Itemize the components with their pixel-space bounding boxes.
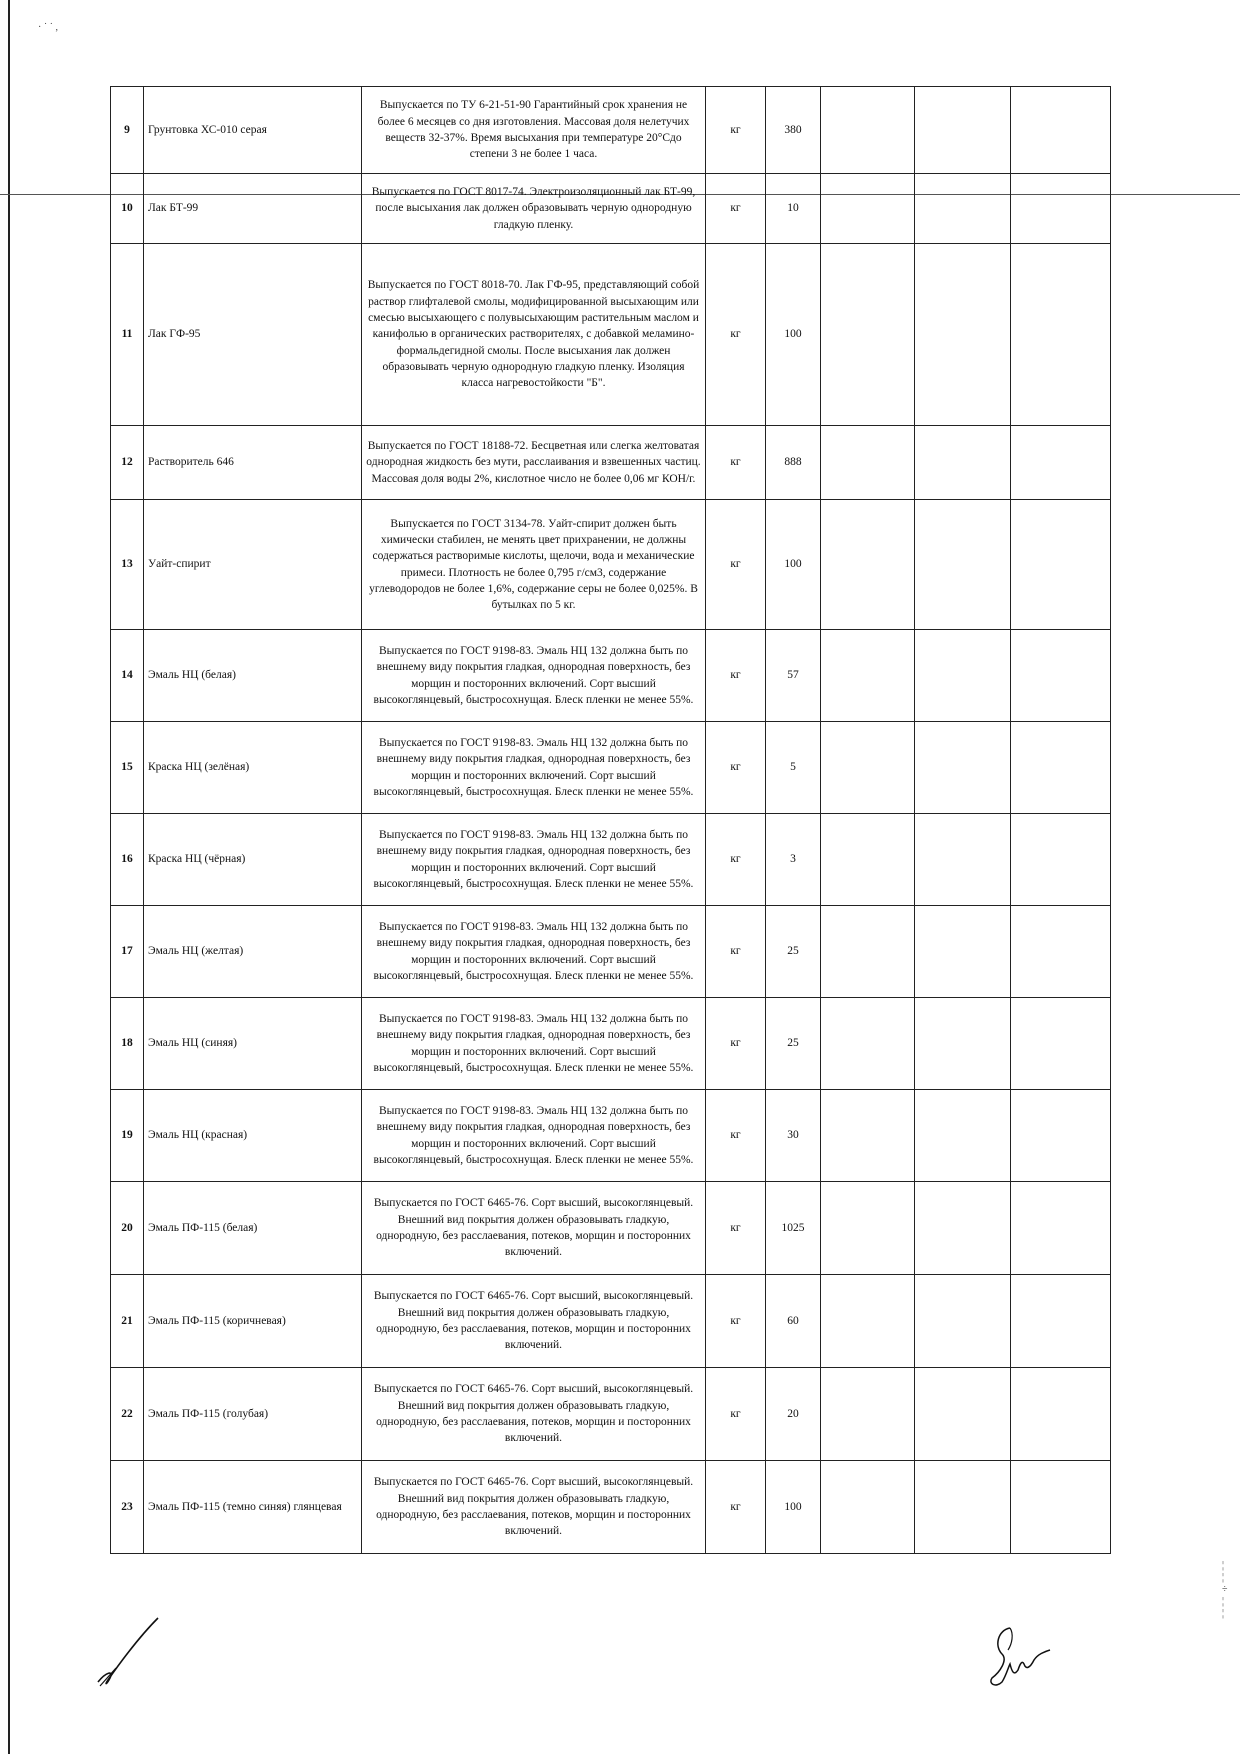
item-description: Выпускается по ГОСТ 3134-78. Уайт-спирит должен быть химически стабилен, не менять цвет прихранении, не должны содержаться растворимые кислоты, щелочи, вода и механические примеси. Плотность не более 0,795 г/см3, содержание углеводородов не более 1,6%, содержание серы не более 0,025%. В бутылках по 5 кг. [362, 500, 706, 630]
item-quantity: 10 [766, 174, 821, 244]
item-description: Выпускается по ГОСТ 8018-70. Лак ГФ-95, представляющий собой раствор глифталевой смолы, модифицированной высыхающим или смесью высыхающего с полувысыхающим растительным маслом и канифолью в органических растворителях, с добавкой меламино-формальдегидной смолы. После высыхания лак должен образовывать черную однородную гладкую пленку. Изоляция класса нагревостойкости "Б". [362, 244, 706, 426]
empty-cell [1011, 1182, 1111, 1275]
item-name: Эмаль ПФ-115 (белая) [144, 1182, 362, 1275]
empty-cell [1011, 500, 1111, 630]
table-row [111, 1090, 1111, 1182]
item-description: Выпускается по ГОСТ 6465-76. Сорт высший, высокоглянцевый. Внешний вид покрытия должен образовывать гладкую, однородную, без расслаевания, потеков, морщин и посторонних включений. [362, 1461, 706, 1554]
empty-cell [1011, 1275, 1111, 1368]
row-number: 11 [111, 244, 144, 426]
row-number: 10 [111, 174, 144, 244]
table-row [111, 630, 1111, 722]
empty-cell [821, 630, 915, 722]
empty-cell [821, 906, 915, 998]
signature-left [92, 1612, 172, 1692]
empty-cell [1011, 998, 1111, 1090]
row-number: 21 [111, 1275, 144, 1368]
item-name: Лак ГФ-95 [144, 244, 362, 426]
specification-table [110, 86, 1111, 1554]
item-quantity: 20 [766, 1368, 821, 1461]
empty-cell [1011, 1368, 1111, 1461]
table-row [111, 500, 1111, 630]
empty-cell [821, 87, 915, 174]
item-description: Выпускается по ГОСТ 9198-83. Эмаль НЦ 132 должна быть по внешнему виду покрытия гладкая, однородная поверхность, без морщин и посторонних включений. Сорт высший высокоглянцевый, быстросохнущая. Блеск пленки не менее 55%. [362, 722, 706, 814]
table-row [111, 1275, 1111, 1368]
item-description: Выпускается по ГОСТ 9198-83. Эмаль НЦ 132 должна быть по внешнему виду покрытия гладкая, однородная поверхность, без морщин и посторонних включений. Сорт высший высокоглянцевый, быстросохнущая. Блеск пленки не менее 55%. [362, 906, 706, 998]
scan-marks-right: ¦ ¦ ÷ ¦ ¦ [1222, 1560, 1228, 1619]
table-row [111, 1368, 1111, 1461]
empty-cell [915, 1461, 1011, 1554]
empty-cell [915, 244, 1011, 426]
empty-cell [915, 906, 1011, 998]
item-unit: кг [706, 630, 766, 722]
item-name: Эмаль НЦ (красная) [144, 1090, 362, 1182]
item-description: Выпускается по ТУ 6-21-51-90 Гарантийный срок хранения не более 6 месяцев со дня изготовления. Массовая доля нелетучих веществ 32-37%. Время высыхания при температуре 20°Сдо степени 3 не более 1 часа. [362, 87, 706, 174]
item-unit: кг [706, 1461, 766, 1554]
item-description: Выпускается по ГОСТ 18188-72. Бесцветная или слегка желтоватая однородная жидкость без мути, расслаивания и взвешенных частиц. Массовая доля воды 2%, кислотное число не более 0,06 мг КОН/г. [362, 426, 706, 500]
item-unit: кг [706, 1368, 766, 1461]
item-quantity: 25 [766, 906, 821, 998]
item-name: Эмаль ПФ-115 (коричневая) [144, 1275, 362, 1368]
scan-specks-top: · ˙ ˙ , [38, 22, 58, 33]
item-description: Выпускается по ГОСТ 9198-83. Эмаль НЦ 132 должна быть по внешнему виду покрытия гладкая, однородная поверхность, без морщин и посторонних включений. Сорт высший высокоглянцевый, быстросохнущая. Блеск пленки не менее 55%. [362, 630, 706, 722]
item-unit: кг [706, 1090, 766, 1182]
item-unit: кг [706, 426, 766, 500]
item-quantity: 380 [766, 87, 821, 174]
empty-cell [1011, 244, 1111, 426]
row-number: 18 [111, 998, 144, 1090]
item-description: Выпускается по ГОСТ 6465-76. Сорт высший, высокоглянцевый. Внешний вид покрытия должен образовывать гладкую, однородную, без расслаевания, потеков, морщин и посторонних включений. [362, 1368, 706, 1461]
signature-right [980, 1620, 1060, 1696]
item-unit: кг [706, 906, 766, 998]
table-row [111, 426, 1111, 500]
item-quantity: 5 [766, 722, 821, 814]
item-name: Краска НЦ (чёрная) [144, 814, 362, 906]
empty-cell [821, 244, 915, 426]
empty-cell [915, 814, 1011, 906]
item-description: Выпускается по ГОСТ 6465-76. Сорт высший, высокоглянцевый. Внешний вид покрытия должен образовывать гладкую, однородную, без расслаевания, потеков, морщин и посторонних включений. [362, 1182, 706, 1275]
item-quantity: 30 [766, 1090, 821, 1182]
row-number: 22 [111, 1368, 144, 1461]
item-quantity: 1025 [766, 1182, 821, 1275]
empty-cell [915, 1275, 1011, 1368]
row-number: 9 [111, 87, 144, 174]
item-quantity: 60 [766, 1275, 821, 1368]
empty-cell [915, 87, 1011, 174]
table-row [111, 906, 1111, 998]
item-quantity: 100 [766, 244, 821, 426]
row-number: 14 [111, 630, 144, 722]
item-unit: кг [706, 1182, 766, 1275]
item-name: Лак БТ-99 [144, 174, 362, 244]
empty-cell [915, 1182, 1011, 1275]
item-name: Уайт-спирит [144, 500, 362, 630]
empty-cell [821, 722, 915, 814]
empty-cell [915, 426, 1011, 500]
table-row [111, 87, 1111, 174]
item-name: Эмаль ПФ-115 (голубая) [144, 1368, 362, 1461]
empty-cell [1011, 722, 1111, 814]
item-unit: кг [706, 87, 766, 174]
empty-cell [821, 1461, 915, 1554]
empty-cell [821, 426, 915, 500]
item-description: Выпускается по ГОСТ 9198-83. Эмаль НЦ 132 должна быть по внешнему виду покрытия гладкая, однородная поверхность, без морщин и посторонних включений. Сорт высший высокоглянцевый, быстросохнущая. Блеск пленки не менее 55%. [362, 998, 706, 1090]
item-name: Эмаль НЦ (синяя) [144, 998, 362, 1090]
table-row [111, 722, 1111, 814]
table-row [111, 1182, 1111, 1275]
item-unit: кг [706, 1275, 766, 1368]
item-unit: кг [706, 722, 766, 814]
empty-cell [821, 1182, 915, 1275]
empty-cell [821, 1090, 915, 1182]
empty-cell [821, 1275, 915, 1368]
item-quantity: 57 [766, 630, 821, 722]
row-number: 16 [111, 814, 144, 906]
item-name: Растворитель 646 [144, 426, 362, 500]
empty-cell [1011, 906, 1111, 998]
empty-cell [915, 722, 1011, 814]
item-description: Выпускается по ГОСТ 9198-83. Эмаль НЦ 132 должна быть по внешнему виду покрытия гладкая, однородная поверхность, без морщин и посторонних включений. Сорт высший высокоглянцевый, быстросохнущая. Блеск пленки не менее 55%. [362, 1090, 706, 1182]
empty-cell [821, 998, 915, 1090]
empty-cell [821, 174, 915, 244]
row-number: 13 [111, 500, 144, 630]
item-name: Эмаль НЦ (желтая) [144, 906, 362, 998]
empty-cell [1011, 174, 1111, 244]
item-quantity: 100 [766, 500, 821, 630]
empty-cell [915, 500, 1011, 630]
item-description: Выпускается по ГОСТ 8017-74. Электроизоляционный лак БТ-99, после высыхания лак должен образовывать черную однородную гладкую пленку. [362, 174, 706, 244]
empty-cell [915, 1368, 1011, 1461]
item-name: Грунтовка ХС-010 серая [144, 87, 362, 174]
row-number: 19 [111, 1090, 144, 1182]
empty-cell [915, 174, 1011, 244]
item-unit: кг [706, 244, 766, 426]
row-number: 15 [111, 722, 144, 814]
empty-cell [821, 500, 915, 630]
row-number: 20 [111, 1182, 144, 1275]
empty-cell [915, 630, 1011, 722]
table-row [111, 244, 1111, 426]
empty-cell [1011, 87, 1111, 174]
item-unit: кг [706, 814, 766, 906]
empty-cell [821, 814, 915, 906]
empty-cell [1011, 1461, 1111, 1554]
item-unit: кг [706, 500, 766, 630]
empty-cell [821, 1368, 915, 1461]
empty-cell [915, 1090, 1011, 1182]
item-quantity: 100 [766, 1461, 821, 1554]
row-number: 17 [111, 906, 144, 998]
item-name: Эмаль ПФ-115 (темно синяя) глянцевая [144, 1461, 362, 1554]
item-description: Выпускается по ГОСТ 9198-83. Эмаль НЦ 132 должна быть по внешнему виду покрытия гладкая, однородная поверхность, без морщин и посторонних включений. Сорт высший высокоглянцевый, быстросохнущая. Блеск пленки не менее 55%. [362, 814, 706, 906]
table-row [111, 174, 1111, 244]
empty-cell [1011, 814, 1111, 906]
empty-cell [1011, 1090, 1111, 1182]
item-quantity: 888 [766, 426, 821, 500]
row-number: 12 [111, 426, 144, 500]
item-quantity: 3 [766, 814, 821, 906]
scan-edge-left [8, 0, 10, 1754]
item-unit: кг [706, 998, 766, 1090]
item-quantity: 25 [766, 998, 821, 1090]
table-row [111, 814, 1111, 906]
row-number: 23 [111, 1461, 144, 1554]
table-row [111, 998, 1111, 1090]
empty-cell [1011, 426, 1111, 500]
item-unit: кг [706, 174, 766, 244]
table-row [111, 1461, 1111, 1554]
empty-cell [1011, 630, 1111, 722]
empty-cell [915, 998, 1011, 1090]
item-name: Краска НЦ (зелёная) [144, 722, 362, 814]
item-description: Выпускается по ГОСТ 6465-76. Сорт высший, высокоглянцевый. Внешний вид покрытия должен образовывать гладкую, однородную, без расслаевания, потеков, морщин и посторонних включений. [362, 1275, 706, 1368]
item-name: Эмаль НЦ (белая) [144, 630, 362, 722]
